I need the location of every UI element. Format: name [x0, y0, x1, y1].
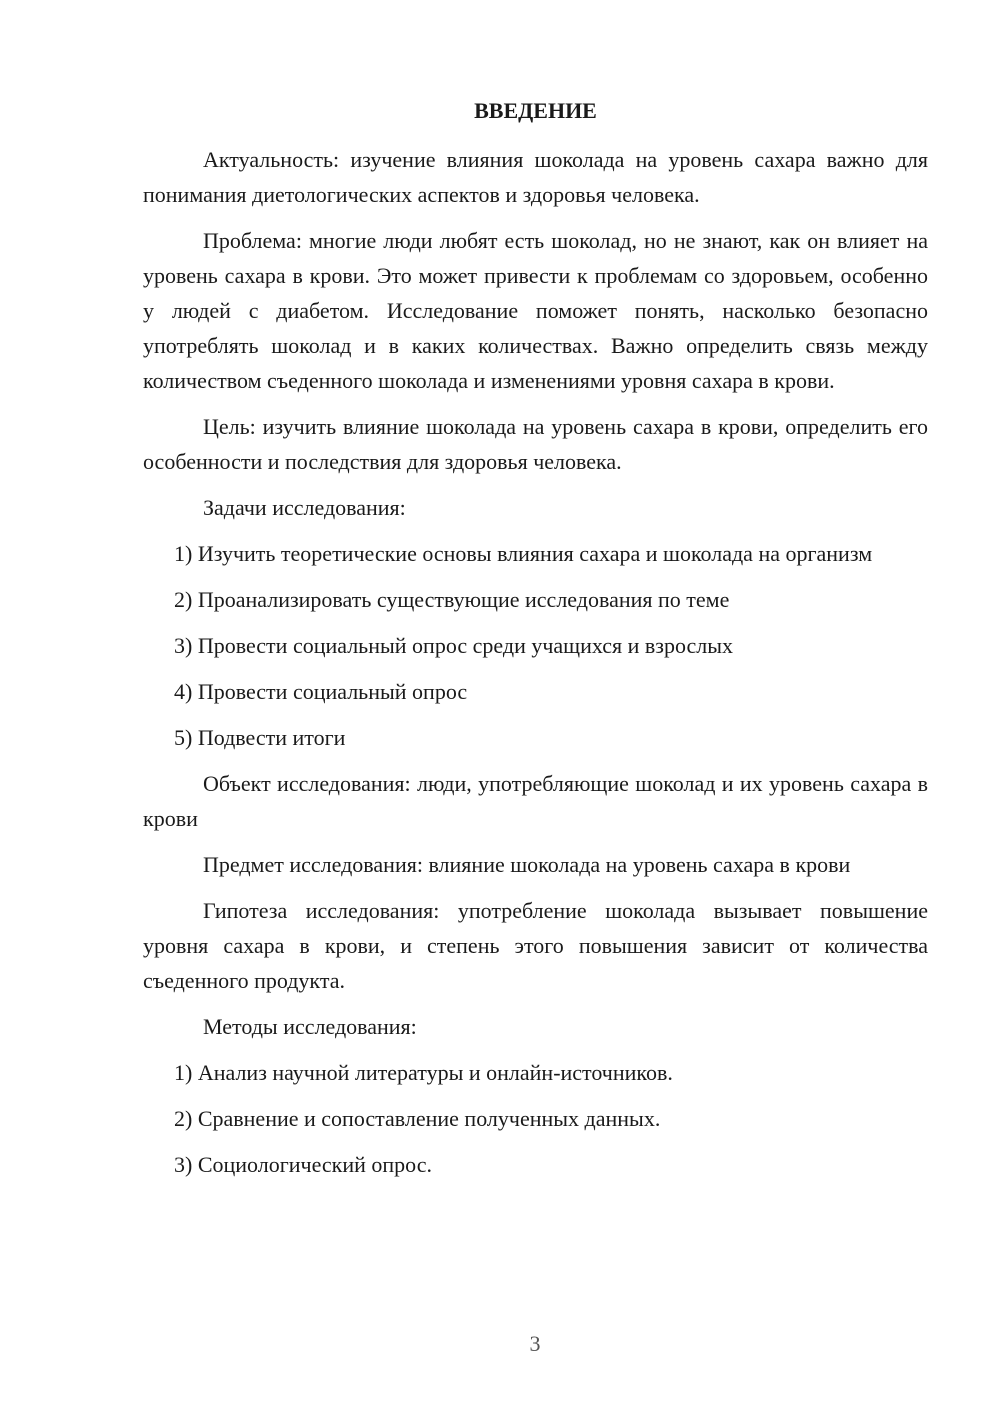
- tasks-heading: Задачи исследования:: [203, 495, 406, 520]
- task-item-4: 4) Провести социальный опрос: [174, 679, 468, 704]
- method-item-2: 2) Сравнение и сопоставление полученных данных.: [174, 1106, 661, 1131]
- methods-heading: Методы исследования:: [203, 1014, 417, 1039]
- task-item-3: 3) Провести социальный опрос среди учащихся и взрослых: [174, 633, 734, 658]
- method-item-3: 3) Социологический опрос.: [174, 1152, 432, 1177]
- hypothesis-paragraph: Гипотеза исследования: употребление шоколада вызывает повышение уровня сахара в крови, и степень этого повышения зависит от количества съеденного продукта.: [143, 898, 928, 993]
- goal-paragraph: Цель: изучить влияние шоколада на уровень сахара в крови, определить его особенности и последствия для здоровья человека.: [143, 414, 928, 474]
- task-item-1: 1) Изучить теоретические основы влияния сахара и шоколада на организм: [174, 541, 873, 566]
- page-number: 3: [529, 1331, 541, 1356]
- task-item-2: 2) Проанализировать существующие исследования по теме: [174, 587, 730, 612]
- document-body: [143, 97, 928, 1193]
- relevance-paragraph: Актуальность: изучение влияния шоколада на уровень сахара важно для понимания диетологических аспектов и здоровья человека.: [143, 147, 928, 207]
- method-item-1: 1) Анализ научной литературы и онлайн-источников.: [174, 1060, 673, 1085]
- problem-paragraph: Проблема: многие люди любят есть шоколад, но не знают, как он влияет на уровень сахара в крови. Это может привести к проблемам со здоровьем, особенно у людей с диабетом. Исследование поможет понять, насколько безопасно употреблять шоколад и в каких количествах. Важно определить связь между количеством съеденного шоколада и изменениями уровня сахара в крови.: [143, 228, 928, 393]
- page-title: ВВЕДЕНИЕ: [474, 98, 597, 123]
- object-paragraph: Объект исследования: люди, употребляющие шоколад и их уровень сахара в крови: [143, 771, 928, 831]
- task-item-5: 5) Подвести итоги: [174, 725, 346, 750]
- subject-paragraph: Предмет исследования: влияние шоколада на уровень сахара в крови: [203, 852, 851, 877]
